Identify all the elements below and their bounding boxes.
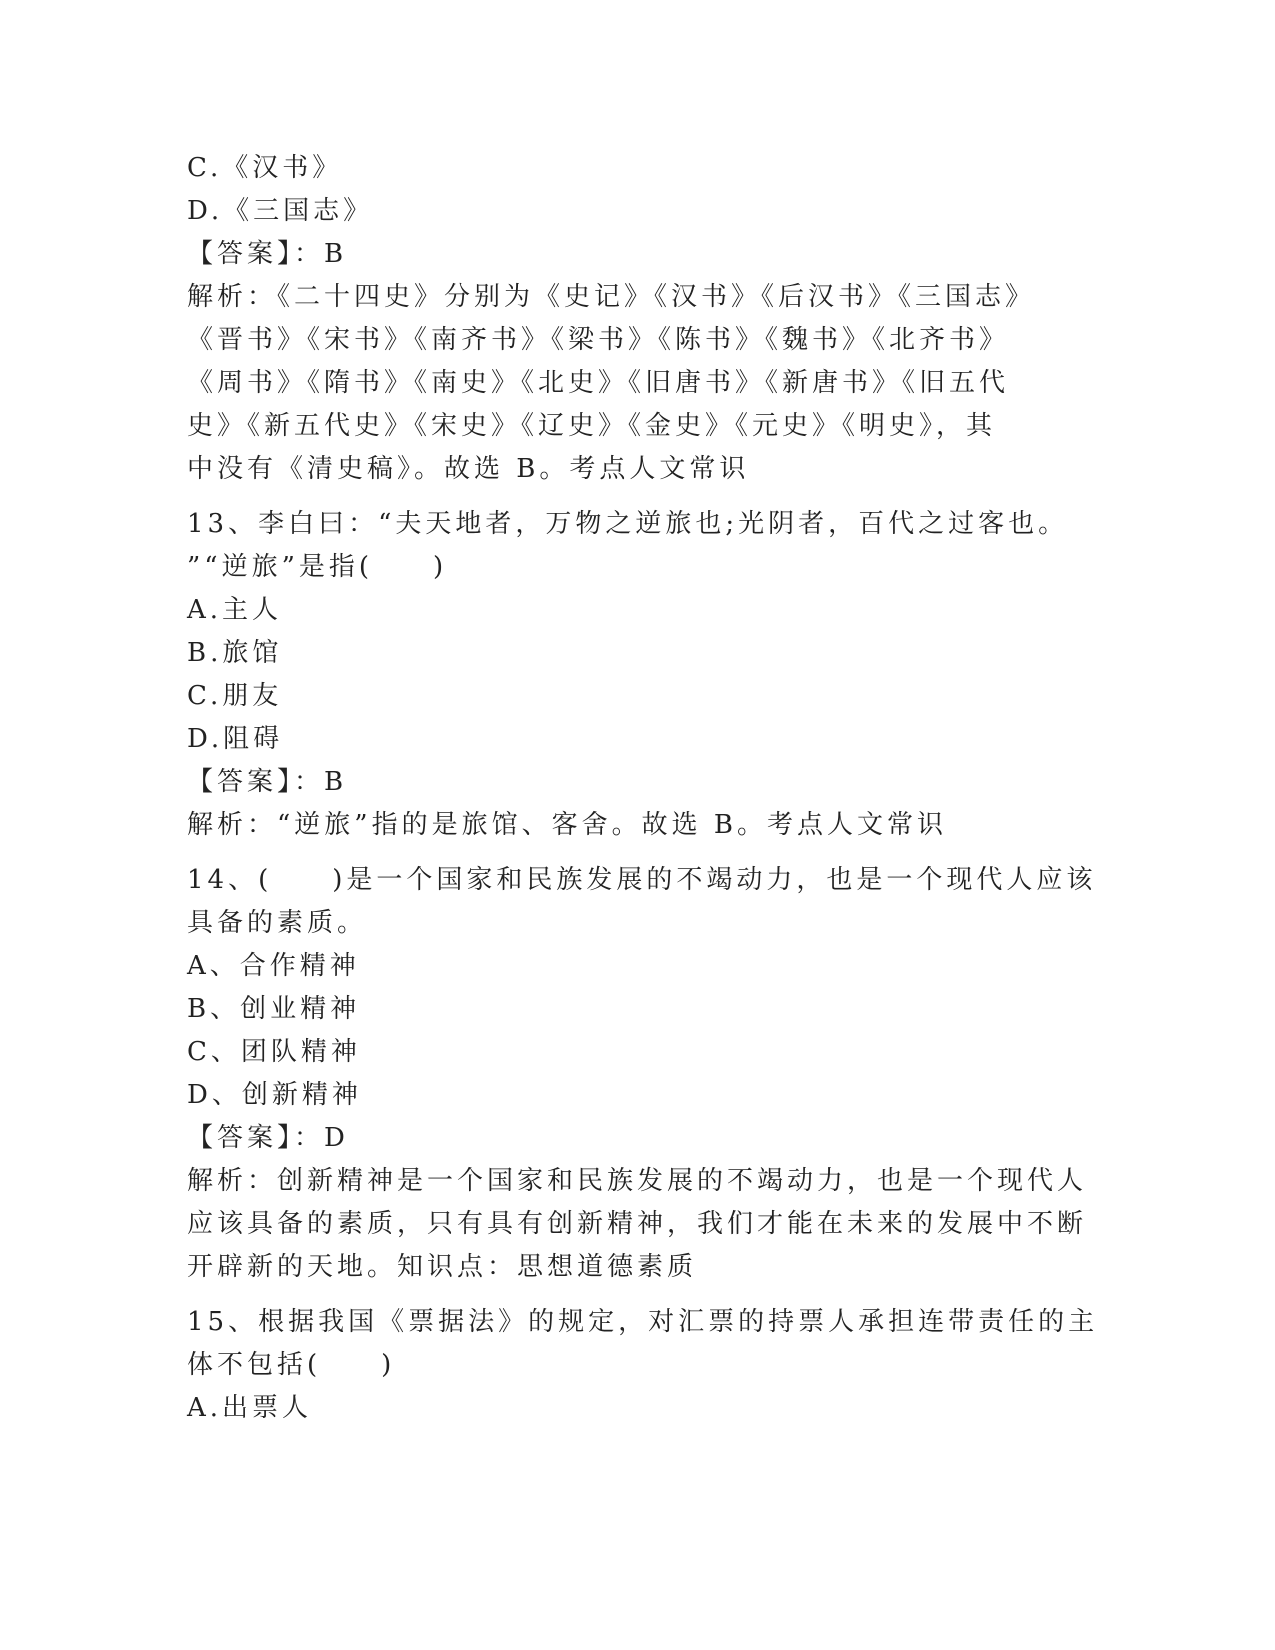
explanation-line: 解析：《二十四史》分别为《史记》《汉书》《后汉书》《三国志》 — [187, 282, 1036, 312]
question-text: 13、李白曰：“夫天地者，万物之逆旅也;光阴者，百代之过客也。 — [187, 509, 1069, 539]
option-c: C、团队精神 — [187, 1037, 361, 1067]
question-12 — [187, 147, 1067, 491]
explanation-line: 史》《新五代史》《宋史》《辽史》《金史》《元史》《明史》，其 — [187, 411, 997, 441]
explanation-line: 《周书》《隋书》《南史》《北史》《旧唐书》《新唐书》《旧五代 — [187, 368, 1010, 398]
explanation-line: 开辟新的天地。知识点：思想道德素质 — [187, 1252, 698, 1282]
explanation-line: 《晋书》《宋书》《南齐书》《梁书》《陈书》《魏书》《北齐书》 — [187, 325, 1010, 355]
option-a: A、合作精神 — [187, 951, 360, 981]
option-c: C.朋友 — [187, 681, 283, 711]
question-text: ”“逆旅”是指( ) — [187, 552, 448, 582]
question-13 — [187, 503, 1067, 847]
option-d: D、创新精神 — [187, 1080, 362, 1110]
question-text: 体不包括( ) — [187, 1350, 396, 1380]
answer: 【答案】：D — [187, 1123, 349, 1153]
option-b: B.旅馆 — [187, 638, 283, 668]
option-b: B、创业精神 — [187, 994, 361, 1024]
question-text: 15、根据我国《票据法》的规定，对汇票的持票人承担连带责任的主 — [187, 1307, 1099, 1337]
question-15 — [187, 1301, 1099, 1430]
explanation-line: 应该具备的素质，只有具有创新精神，我们才能在未来的发展中不断 — [187, 1209, 1088, 1239]
option-c: C.《汉书》 — [187, 153, 343, 183]
option-a: A.主人 — [187, 595, 283, 625]
answer: 【答案】：B — [187, 239, 348, 269]
answer: 【答案】：B — [187, 767, 348, 797]
question-text: 14、( )是一个国家和民族发展的不竭动力，也是一个现代人应该 — [187, 865, 1097, 895]
document-page — [187, 147, 1099, 1430]
question-14 — [187, 859, 1097, 1289]
explanation-line: 解析：“逆旅”指的是旅馆、客舍。故选 B。考点人文常识 — [187, 810, 947, 840]
option-d: D.阻碍 — [187, 724, 284, 754]
option-d: D.《三国志》 — [187, 196, 374, 226]
question-text: 具备的素质。 — [187, 908, 368, 938]
option-a: A.出票人 — [187, 1393, 313, 1423]
explanation-line: 中没有《清史稿》。故选 B。考点人文常识 — [187, 454, 750, 484]
explanation-line: 解析：创新精神是一个国家和民族发展的不竭动力，也是一个现代人 — [187, 1166, 1088, 1196]
